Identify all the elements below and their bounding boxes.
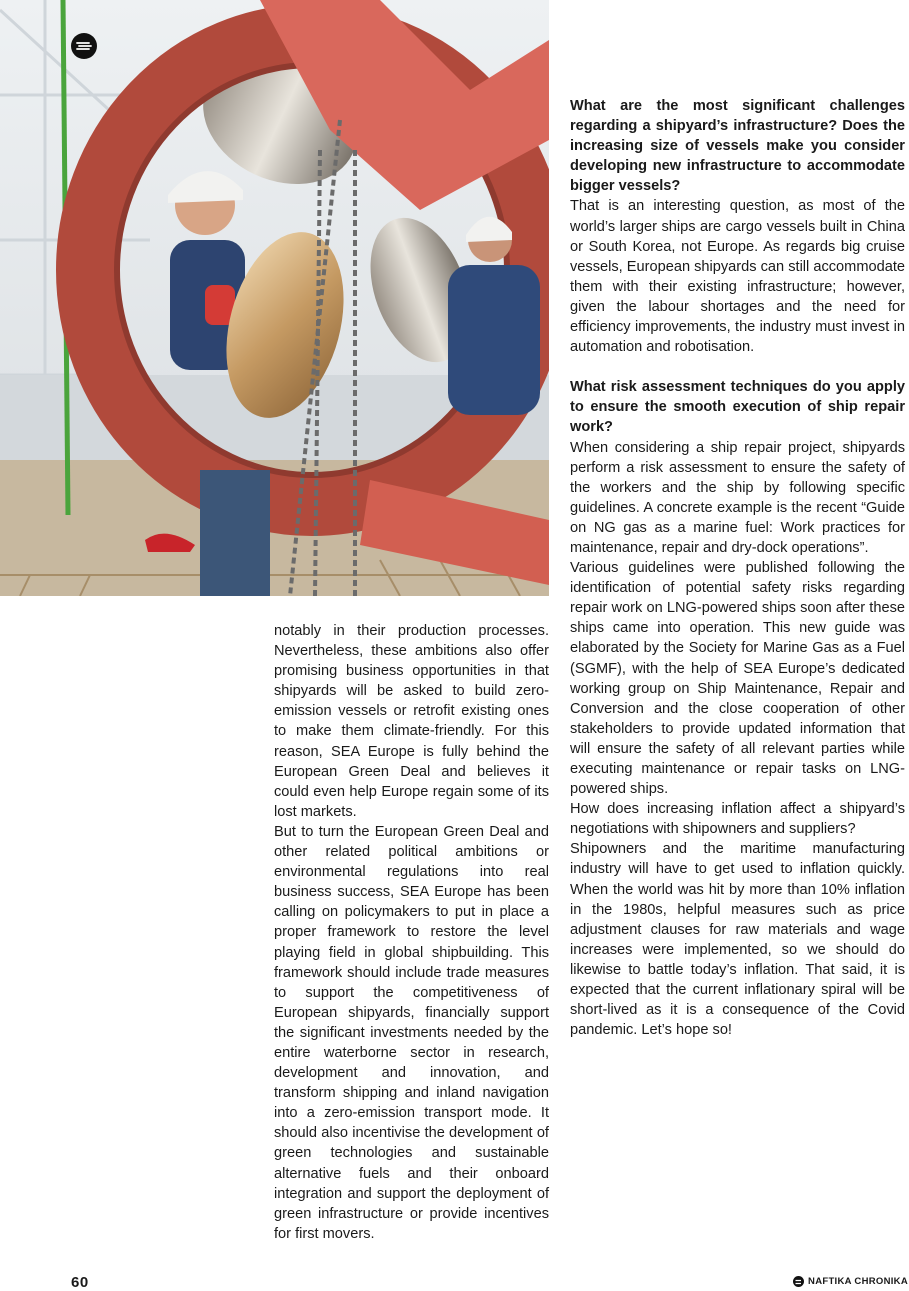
interview-answer: Various guidelines were published following the identification of potential safety risks regarding repair work on LNG-powered ships soon after these ships came into operation. This new guide was elaborated by the Society for Marine Gas as a Fuel (SGMF), with the help of SEA Europe’s dedicated working group on Ship Maintenance, Repair and Conversion and the close cooperation of other stakeholders to provide updated information that will ensure the safety of all relevant parties while executing maintenance or repair tasks on LNG-powered ships.: [570, 560, 905, 798]
body-paragraph: notably in their production processes. Nevertheless, these ambitions also offer promising business opportunities in that shipyards will be asked to build zero-emission vessels or retrofit existing ones to make them climate-friendly. For this reason, SEA Europe is fully behind the European Green Deal and believes it could even help Europe regain some of its lost markets.: [274, 623, 549, 820]
body-paragraph: But to turn the European Green Deal and other related political ambitions or environmental regulations into real business success, SEA Europe has been calling on policymakers to put in place a proper framework to restore the level playing field in global shipbuilding. This framework should include trade measures to support the competitiveness of European shipyards, financially support the significant investments needed by the entire waterborne sector in research, development and innovation, and transform shipping and inland navigation into a zero-emission transport mode. It should also incentivise the development of green technologies and sustainable alternative fuels and their onboard integration and support the deployment of green infrastructure or provide incentives for first movers.: [274, 823, 549, 1242]
magazine-logo-icon: [71, 33, 97, 59]
interview-question: What are the most significant challenges regarding a shipyard’s infrastructure? Does the increasing size of vessels make you consider developing new infrastructure to accommodate bigger vessels?: [570, 98, 905, 195]
interview-answer: How does increasing inflation affect a shipyard’s negotiations with shipowners and suppliers?: [570, 801, 905, 838]
brand-name: NAFTIKA CHRONIKA: [808, 1276, 908, 1287]
interview-answer: Shipowners and the maritime manufacturing industry will have to get used to inflation quickly. When the world was hit by more than 10% inflation in the 1980s, helpful measures such as price adjustment clauses for raw materials and wage increases were implemented, so we should do likewise to battle today’s inflation. That said, it is expected that the current inflationary spiral will be short-lived as it is a consequence of the Covid pandemic. Let’s hope so!: [570, 841, 905, 1039]
interview-answer: That is an interesting question, as most of the world’s larger ships are cargo vessels built in China or South Korea, not Europe. As regards big cruise vessels, European shipyards can still accommodate them with their existing infrastructure; however, given the labour shortages and the need for efficiency improvements, the industry must invest in automation and robotisation.: [570, 198, 906, 356]
article-photo: [0, 0, 549, 596]
left-text-column: [274, 621, 549, 1244]
interview-answer: When considering a ship repair project, shipyards perform a risk assessment to ensure the safety of the workers and the ship by following specific guidelines. A concrete example is the recent “Guide on NG gas as a marine fuel: Work practices for maintenance, repair and dry-dock operations”.: [570, 439, 905, 556]
brand-logo-icon: [793, 1276, 804, 1287]
propeller-workshop-illustration: [0, 0, 549, 596]
interview-question: What risk assessment techniques do you apply to ensure the smooth execution of ship repair work?: [570, 379, 905, 436]
publication-brand: [793, 1276, 908, 1287]
right-text-column: [570, 96, 905, 1040]
page-number: 60: [71, 1274, 89, 1291]
